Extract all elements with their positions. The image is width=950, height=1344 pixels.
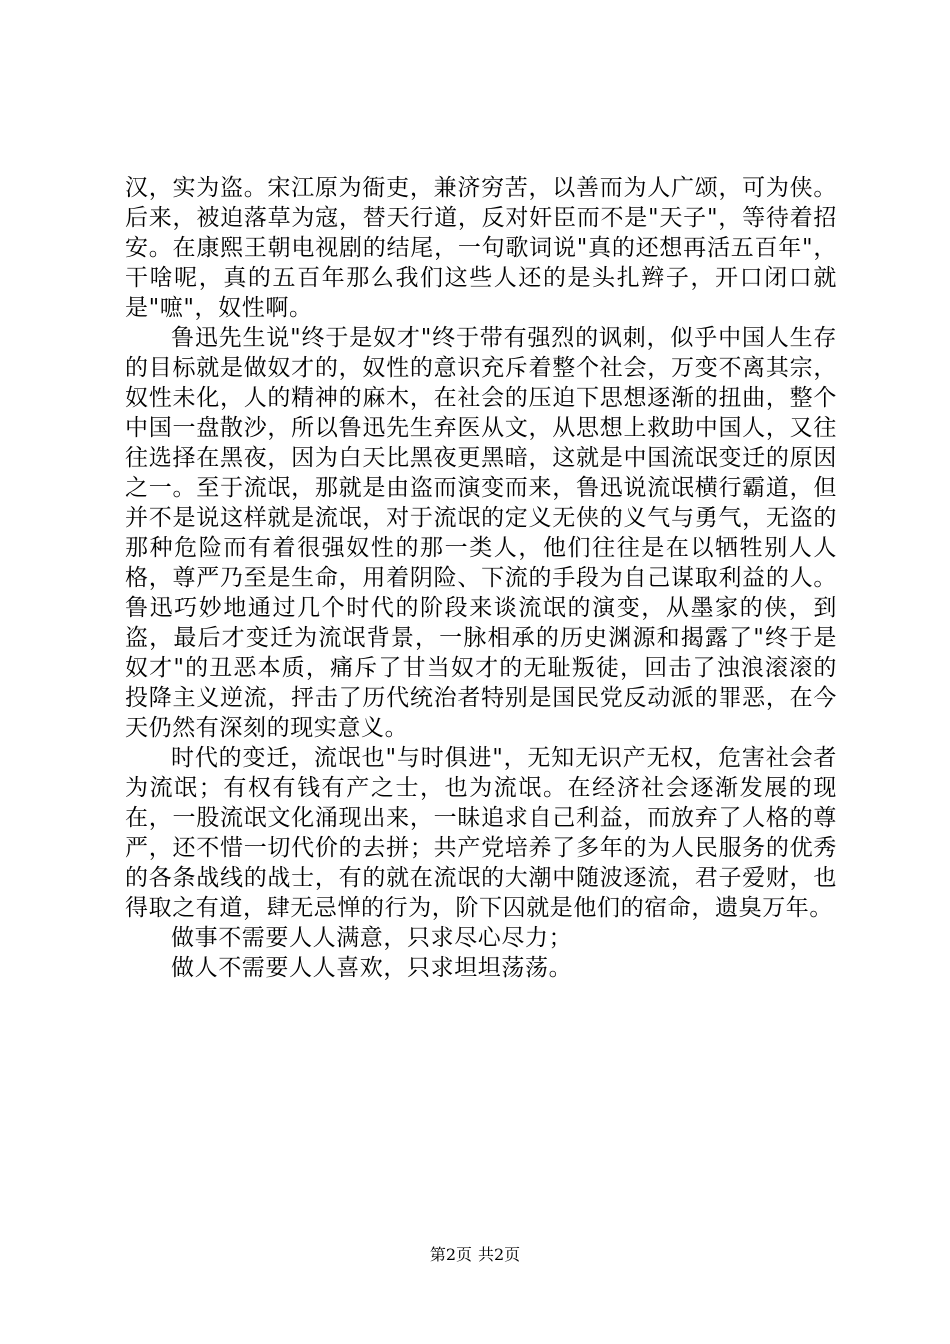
page-number-total: 共2页 — [478, 1245, 521, 1264]
document-body — [125, 173, 837, 983]
paragraph-luxun-slaves: 鲁迅先生说"终于是奴才"终于带有强烈的讽刺，似乎中国人生存的目标就是做奴才的，奴性的意识充斥着整个社会，万变不离其宗，奴性未化，人的精神的麻木，在社会的压迫下思想逐渐的扭曲，整个中国一盘散沙，所以鲁迅先生弃医从文，从思想上救助中国人，又往往选择在黑夜，因为白天比黑夜更黑暗，这就是中国流氓变迁的原因之一。至于流氓，那就是由盗而演变而来，鲁迅说流氓横行霸道，但并不是说这样就是流氓，对于流氓的定义无侠的义气与勇气，无盗的那种危险而有着很强奴性的那一类人，他们往往是在以牺牲别人人格，尊严乃至是生命，用着阴险、下流的手段为自己谋取利益的人。鲁迅巧妙地通过几个时代的阶段来谈流氓的演变，从墨家的侠，到盗，最后才变迁为流氓背景，一脉相承的历史渊源和揭露了"终于是奴才"的丑恶本质，痛斥了甘当奴才的无耻叛徒，回击了浊浪滚滚的投降主义逆流，抨击了历代统治者特别是国民党反动派的罪恶，在今天仍然有深刻的现实意义。 — [125, 325, 837, 741]
paragraph-motto-work: 做事不需要人人满意，只求尽心尽力； — [171, 925, 573, 951]
paragraph-times-change: 时代的变迁，流氓也"与时俱进"，无知无识产无权，危害社会者为流氓；有权有钱有产之士，也为流氓。在经济社会逐渐发展的现在，一股流氓文化涌现出来，一昧追求自己利益，而放弃了人格的尊严，还不惜一切代价的去拼；共产党培养了多年的为人民服务的优秀的各条战线的战士，有的就在流氓的大潮中随波逐流，君子爱财，也得取之有道，肆无忌惮的行为，阶下囚就是他们的宿命，遗臭万年。 — [125, 745, 837, 921]
paragraph-continuation: 汉，实为盗。宋江原为衙吏，兼济穷苦，以善而为人广颂，可为侠。后来，被迫落草为寇，替天行道，反对奸臣而不是"天子"，等待着招安。在康熙王朝电视剧的结尾，一句歌词说"真的还想再活五百年"，干啥呢，真的五百年那么我们这些人还的是头扎辫子，开口闭口就是"嗻"，奴性啊。 — [125, 175, 837, 321]
page-number-current: 第2页 — [429, 1245, 472, 1264]
page-footer — [0, 1245, 950, 1265]
paragraph-motto-person: 做人不需要人人喜欢，只求坦坦荡荡。 — [171, 955, 573, 981]
